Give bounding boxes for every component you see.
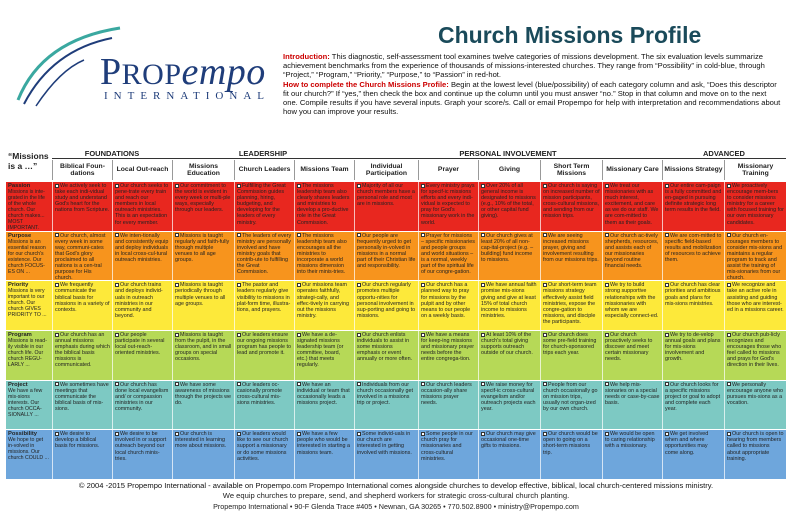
checkbox[interactable] xyxy=(237,333,241,337)
descriptor-cell xyxy=(724,381,786,430)
descriptor-text: At least 10% of the church's total giving supports outreach outside of our church. xyxy=(481,331,533,357)
descriptor-text: We treat our missionaries with as much interest, excitement, and care as we do our staff. We are com-mitted to them as their goals. xyxy=(605,183,659,226)
checkbox[interactable] xyxy=(543,382,547,386)
level-name: Purpose xyxy=(8,232,32,239)
checkbox[interactable] xyxy=(727,432,731,436)
checkbox[interactable] xyxy=(237,382,241,386)
descriptor-text: Our church trains and deploys individ-uals in outreach ministries in our community and beyond. xyxy=(115,282,163,319)
checkbox[interactable] xyxy=(357,184,361,188)
level-label xyxy=(6,281,52,330)
checkbox[interactable] xyxy=(175,184,179,188)
checkbox[interactable] xyxy=(357,333,361,337)
descriptor-cell xyxy=(418,331,478,380)
descriptor-cell xyxy=(662,281,724,330)
descriptor-cell xyxy=(172,381,234,430)
group-header: FOUNDATIONS xyxy=(52,149,172,159)
descriptor-text: Our leaders ensure our ongoing missions program has people to lead and promote it. xyxy=(237,331,291,357)
descriptor-cell xyxy=(478,430,540,479)
descriptor-cell xyxy=(294,430,354,479)
descriptor-cell xyxy=(172,182,234,231)
descriptor-cell xyxy=(112,232,172,281)
level-name: Passion xyxy=(8,183,31,189)
checkbox[interactable] xyxy=(421,233,425,237)
descriptor-cell xyxy=(234,232,294,281)
footer-contact: Propempo International • 90-F Glenda Trace #405 • Newnan, GA 30265 • 770.502.8900 • ministry@Propempo.com xyxy=(213,502,579,511)
level-row-project xyxy=(6,380,786,430)
intro-paragraph xyxy=(283,52,783,116)
checkbox[interactable] xyxy=(297,283,301,287)
checkbox[interactable] xyxy=(115,432,119,436)
checkbox[interactable] xyxy=(481,184,485,188)
descriptor-text: Our church is interested in learning more about missions. xyxy=(175,431,227,450)
descriptor-text: Over 20% of all general income is designated to missions (e.g., 10% of the total, or other capital fund giving). xyxy=(481,183,536,220)
checkbox[interactable] xyxy=(665,432,669,436)
checkbox[interactable] xyxy=(665,382,669,386)
category-groups xyxy=(52,149,786,159)
descriptor-text: The leaders of every ministry are personally involved and have ministry goals that contrib-ute to fulfilling the Great Commission. xyxy=(237,232,292,276)
checkbox[interactable] xyxy=(543,233,547,237)
descriptor-text: We have a means for keep-ing missions and missionary prayer needs before the entire congrega-tion. xyxy=(421,331,475,363)
descriptor-cell xyxy=(294,182,354,231)
checkbox[interactable] xyxy=(421,283,425,287)
descriptor-cell xyxy=(662,430,724,479)
checkbox[interactable] xyxy=(481,382,485,386)
descriptor-text: Our church proactively seeks to discover and meet certain missionary needs. xyxy=(605,331,653,363)
propempo-logo xyxy=(12,20,282,106)
checkbox[interactable] xyxy=(605,432,609,436)
level-description: Missions is an essential reason for our church's existence. Our church FOCUS-ES ON ... xyxy=(8,238,46,275)
checkbox[interactable] xyxy=(357,233,361,237)
checkbox[interactable] xyxy=(115,184,119,188)
checkbox[interactable] xyxy=(55,184,59,188)
column-header: Biblical Foun-dations xyxy=(52,160,112,180)
column-header: Missionary Care xyxy=(602,160,662,180)
descriptor-cell xyxy=(234,381,294,430)
descriptor-text: Our church gives at least 20% of all non-cap-ital-project (e.g. – building) fund income to missions. xyxy=(481,232,534,264)
checkbox[interactable] xyxy=(665,283,669,287)
level-row-priority xyxy=(6,280,786,330)
descriptor-text: Our church looks for a specific missions project or goal to adopt and complete each year. xyxy=(665,381,721,412)
descriptor-cell xyxy=(354,281,418,330)
descriptor-text: Our church regularly promotes multiple opportu-nities for personal involvement in sup-porting and going to missions. xyxy=(357,282,416,319)
checkbox[interactable] xyxy=(297,382,301,386)
checkbox[interactable] xyxy=(237,184,241,188)
level-label xyxy=(6,331,52,380)
descriptor-text: We have some awareness of missions through the projects we do. xyxy=(175,381,232,406)
descriptor-cell xyxy=(52,232,112,281)
descriptor-cell xyxy=(52,331,112,380)
intro-text: This diagnostic, self-assessment tool examines twelve categories of missions development. The six evaluation levels summarize achievement benchmarks from the experience of thousands of missions-interested churches. They range from “Possibility” in cold-blue, through “Project,” “Program,” “Priority,” “Purpose,” to “Passion” in red-hot. xyxy=(283,52,765,80)
checkbox[interactable] xyxy=(115,333,119,337)
descriptor-text: We have a de-signated missions leadership team (or committee, board, etc.) that meets regularly. xyxy=(297,331,344,369)
checkbox[interactable] xyxy=(605,283,609,287)
descriptor-cell xyxy=(478,232,540,281)
descriptor-cell xyxy=(602,182,662,231)
descriptor-cell xyxy=(52,281,112,330)
descriptor-text: We have a few people who would be interested in starting a missions team. xyxy=(297,431,351,456)
descriptor-text: Missions is taught regularly and faith-fully through multiple venues to all age groups. xyxy=(175,232,230,264)
checkbox[interactable] xyxy=(543,333,547,337)
level-name: Priority xyxy=(8,282,29,289)
checkbox[interactable] xyxy=(175,233,179,237)
descriptor-text: We would be open to caring relationship with a missionary. xyxy=(605,431,655,450)
level-row-possibility xyxy=(6,429,786,479)
descriptor-cell xyxy=(478,182,540,231)
descriptor-text: The pastor and leaders regularly give visibility to missions in plat-form time, illustra-tions, and prayers. xyxy=(237,282,291,313)
descriptor-cell xyxy=(172,430,234,479)
descriptor-text: We personally encourage anyone who pursues mis-sions as a vocation. xyxy=(727,381,784,406)
descriptor-cell xyxy=(602,281,662,330)
level-name: Project xyxy=(8,381,28,388)
page-title: Church Missions Profile xyxy=(438,22,702,48)
checkbox[interactable] xyxy=(605,382,609,386)
descriptor-cell xyxy=(354,381,418,430)
descriptor-cell xyxy=(418,232,478,281)
descriptor-cell xyxy=(602,430,662,479)
checkbox[interactable] xyxy=(357,382,361,386)
checkbox[interactable] xyxy=(727,283,731,287)
level-description: Missions is very important to our church. Our church GIVES PRIORITY TO ... xyxy=(8,288,47,319)
descriptor-cell xyxy=(540,232,602,281)
level-rows xyxy=(6,181,786,479)
descriptor-cell xyxy=(52,381,112,430)
column-header: Short Term Missions xyxy=(540,160,602,180)
descriptor-cell xyxy=(662,232,724,281)
checkbox[interactable] xyxy=(297,432,301,436)
descriptor-cell xyxy=(172,232,234,281)
howto-label: How to complete the Church Missions Profile: xyxy=(283,79,449,89)
checkbox[interactable] xyxy=(357,432,361,436)
checkbox[interactable] xyxy=(115,233,119,237)
level-description: We have a few mis-sions interests. Our church OCCA-SIONALLY ... xyxy=(8,387,43,418)
descriptor-text: Our church has clear priorities and ambitious goals and plans for mis-sions ministries. xyxy=(665,282,721,307)
checkbox[interactable] xyxy=(421,382,425,386)
descriptor-cell xyxy=(112,281,172,330)
level-label xyxy=(6,430,52,479)
descriptor-cell xyxy=(294,281,354,330)
logo-wordmark: PROPempo xyxy=(100,51,266,93)
descriptor-text: Our church does some pre-field training for church-sponsored trips each year. xyxy=(543,331,597,357)
column-headers xyxy=(52,160,786,180)
descriptor-cell xyxy=(52,430,112,479)
descriptor-cell xyxy=(234,281,294,330)
descriptor-cell xyxy=(112,381,172,430)
checkbox[interactable] xyxy=(727,184,731,188)
descriptor-text: We try to de-velop annual goals and plans for mis-sions involvement and growth. xyxy=(665,331,721,363)
checkbox[interactable] xyxy=(481,233,485,237)
descriptor-cell xyxy=(234,430,294,479)
descriptor-cell xyxy=(234,331,294,380)
descriptor-text: We proactively encourage mem-bers to consider missions ministry for a career with focused training for our own missionary candidates. xyxy=(727,183,784,226)
descriptor-cell xyxy=(354,430,418,479)
checkbox[interactable] xyxy=(665,233,669,237)
descriptor-text: Our church ac-tively shepherds, resources, and assists each of our missionaries beyond routine financial needs. xyxy=(605,232,659,270)
level-label xyxy=(6,232,52,281)
descriptor-cell xyxy=(540,381,602,430)
descriptor-text: Individuals from our church occasionally get involved in a missions trip or project. xyxy=(357,381,414,406)
checkbox[interactable] xyxy=(543,283,547,287)
column-header: Church Leaders xyxy=(234,160,294,180)
descriptor-text: Our church is saying on increased number of mission participants, cross-cultural missions, and sending from our mission trips. xyxy=(543,183,600,220)
descriptor-cell xyxy=(354,182,418,231)
level-row-program xyxy=(6,330,786,380)
descriptor-cell xyxy=(724,281,786,330)
descriptor-text: We frequently communicate the biblical basis for missions in a variety of contexts. xyxy=(55,282,110,313)
descriptor-cell xyxy=(540,430,602,479)
descriptor-cell xyxy=(662,182,724,231)
descriptor-cell xyxy=(602,381,662,430)
descriptor-cell xyxy=(724,232,786,281)
descriptor-text: Some individ-uals in our church are interested in getting involved with missions. xyxy=(357,431,412,456)
checkbox[interactable] xyxy=(55,233,59,237)
checkbox[interactable] xyxy=(115,382,119,386)
level-description: We hope to get in-volved in missions. Our church COULD ... xyxy=(8,437,49,462)
column-header: Giving xyxy=(478,160,540,180)
checkbox[interactable] xyxy=(115,283,119,287)
descriptor-cell xyxy=(478,281,540,330)
descriptor-cell xyxy=(540,182,602,231)
checkbox[interactable] xyxy=(175,283,179,287)
group-header: LEADERSHIP xyxy=(172,149,354,159)
descriptor-cell xyxy=(724,331,786,380)
descriptor-text: Our church is open to hearing from members called to missions about appropriate training. xyxy=(727,431,784,462)
logo-subtitle: INTERNATIONAL xyxy=(104,90,270,102)
footer-mission: We equip churches to prepare, send, and shepherd workers for strategic cross-cultural church planting. xyxy=(222,491,570,500)
checkbox[interactable] xyxy=(727,382,731,386)
descriptor-cell xyxy=(112,182,172,231)
descriptor-text: Our leaders would like to see our church support a missionary or do some missions activities. xyxy=(237,431,289,462)
descriptor-text: Our people participate in several local out-reach-oriented ministries. xyxy=(115,331,165,357)
descriptor-text: We have annual faith promise mis-sions giving and give at least 15% of total church income to missions ministries. xyxy=(481,282,537,319)
checkbox[interactable] xyxy=(55,382,59,386)
profile-grid xyxy=(6,149,786,479)
checkbox[interactable] xyxy=(357,283,361,287)
descriptor-text: We help mis-sionaries on a special needs or case-by-case basis. xyxy=(605,381,660,406)
descriptor-text: Our church has done local evangelism and/ or compassion ministries in our community. xyxy=(115,381,169,412)
descriptor-cell xyxy=(418,182,478,231)
descriptor-text: We desire to develop a biblical basis for missions. xyxy=(55,431,100,450)
descriptor-cell xyxy=(602,331,662,380)
checkbox[interactable] xyxy=(481,283,485,287)
descriptor-text: Missions is taught periodically through multiple venues to all age groups. xyxy=(175,282,226,307)
grid-corner-label: “Missions is a …” xyxy=(8,151,49,171)
descriptor-cell xyxy=(478,381,540,430)
descriptor-text: Our leaders oc-casionally promote cross-cultural mis-sions ministries. xyxy=(237,381,282,406)
column-header: Prayer xyxy=(418,160,478,180)
level-label xyxy=(6,182,52,231)
descriptor-cell xyxy=(112,430,172,479)
group-header: PERSONAL INVOLVEMENT xyxy=(354,149,662,159)
descriptor-text: Our church may give occasional one-time gifts to missions. xyxy=(481,431,536,450)
descriptor-text: Our church, almost every week in some way, communi-cates that God's glory proclaimed to all nations is a cen-tral purpose for His church. xyxy=(55,232,106,281)
descriptor-text: Our church would be open to going on a short-term missions trip. xyxy=(543,431,598,456)
descriptor-cell xyxy=(540,281,602,330)
descriptor-text: The missions leadership team also encourages all the ministries to incorporate a world missions dimension into their minis-tries. xyxy=(297,232,347,276)
descriptor-text: Our church leaders occasion-ally share missions prayer needs. xyxy=(421,381,472,406)
descriptor-text: Our church seeks to pene-trate every train and reach our members in local outreach ministries. This is an expectation for every member. xyxy=(115,183,169,226)
howto-text: Begin at the lowest level (blue/possibility) of each category column and ask, “Does this descriptor fit our church?” If “yes,” then check the box and continue up the column until you must answer “no.” Stop in that column and move on to the next one. Compile results if you have several inputs. Graph your score/s. Call or email Propempo for help with interpretation and recommendations about how you can improve your results. xyxy=(283,79,781,117)
checkbox[interactable] xyxy=(55,283,59,287)
column-header: Individual Participation xyxy=(354,160,418,180)
descriptor-cell xyxy=(112,331,172,380)
checkbox[interactable] xyxy=(727,333,731,337)
checkbox[interactable] xyxy=(175,333,179,337)
checkbox[interactable] xyxy=(237,432,241,436)
descriptor-cell xyxy=(662,381,724,430)
checkbox[interactable] xyxy=(727,233,731,237)
descriptor-text: Our commitment to the world is evident in every week or multi-ple ways, especially through our leaders. xyxy=(175,183,231,214)
descriptor-cell xyxy=(294,232,354,281)
checkbox[interactable] xyxy=(481,333,485,337)
descriptor-text: We get involved when and where opportunities may come along. xyxy=(665,431,709,456)
column-header: Local Out-reach xyxy=(112,160,172,180)
checkbox[interactable] xyxy=(481,432,485,436)
column-header: Missions Team xyxy=(294,160,354,180)
descriptor-cell xyxy=(662,331,724,380)
level-row-passion xyxy=(6,181,786,231)
group-header: ADVANCED xyxy=(662,149,786,159)
descriptor-text: People from our church occasionally go on mission trips, usually not organ-ized by our own church. xyxy=(543,381,598,412)
level-row-purpose xyxy=(6,231,786,281)
descriptor-cell xyxy=(418,430,478,479)
descriptor-cell xyxy=(354,331,418,380)
descriptor-cell xyxy=(478,331,540,380)
checkbox[interactable] xyxy=(297,233,301,237)
column-header: Missionary Training xyxy=(724,160,786,180)
descriptor-text: Our church pub-licly recognizes and encourages those who feel called to missions and prays for God's direction in their lives. xyxy=(727,331,782,369)
descriptor-text: Our church has an annual missions emphasis during which the biblical basis missions is communicated. xyxy=(55,331,110,369)
descriptor-text: Every ministry prays for specif-ic missions efforts and every indi-vidual is expected to pray for God's missionary work in the world. xyxy=(421,183,475,226)
descriptor-text: Majority of all our church members have a personal role and most are in missions. xyxy=(357,183,415,208)
descriptor-cell xyxy=(418,281,478,330)
descriptor-cell xyxy=(172,281,234,330)
level-name: Possibility xyxy=(8,431,37,438)
level-description: Missions is inte-grated in the life of the whole church. Our church makes... MOST IMPORTANT. xyxy=(8,189,45,231)
column-header: Missions Strategy xyxy=(662,160,724,180)
descriptor-cell xyxy=(172,331,234,380)
descriptor-text: We actively seek to take each indi-vidual study and understand God's heart for the nations from Scripture. xyxy=(55,183,110,214)
checkbox[interactable] xyxy=(421,432,425,436)
descriptor-cell xyxy=(52,182,112,231)
descriptor-cell xyxy=(724,430,786,479)
descriptor-cell xyxy=(294,381,354,430)
descriptor-text: Our missions team operates faithfully, strategi-cally, and effec-tively in carrying out the missions ministry. xyxy=(297,282,350,319)
descriptor-text: Some people in our church pray for missionaries and cross-cultural ministries. xyxy=(421,431,473,462)
checkbox[interactable] xyxy=(175,432,179,436)
descriptor-text: The missions leadership team also clearly shares leaders and ministries to develop a pro-ductive role in the Great Commission. xyxy=(297,183,350,226)
checkbox[interactable] xyxy=(665,333,669,337)
checkbox[interactable] xyxy=(237,283,241,287)
checkbox[interactable] xyxy=(175,382,179,386)
intro-label: Introduction: xyxy=(283,52,330,61)
level-label xyxy=(6,381,52,430)
checkbox[interactable] xyxy=(297,184,301,188)
descriptor-cell xyxy=(294,331,354,380)
checkbox[interactable] xyxy=(543,184,547,188)
descriptor-text: Our entire cam-paign is a fully committed and en-gaged in pursuing definite strategic long term results in the field. xyxy=(665,183,722,214)
level-description: Missions is read-ily visible in our church life. Our church REGU-LARLY ... xyxy=(8,337,47,368)
checkbox[interactable] xyxy=(543,432,547,436)
descriptor-text: Our church enlists individuals to assist in some missions emphasis or event annually or more often. xyxy=(357,331,413,363)
descriptor-text: Missions is taught from the pulpit, in the classroom, and in small groups on special occasions. xyxy=(175,331,232,363)
checkbox[interactable] xyxy=(297,333,301,337)
checkbox[interactable] xyxy=(421,184,425,188)
descriptor-text: We try to build strong supportive relationships with the missionaries with whom we are especially connect-ed. xyxy=(605,282,659,319)
descriptor-text: Our church en-courages members to consider mis-sions and maintains a regular program to track and assist the training of mis-sionaries from our church. xyxy=(727,232,783,281)
descriptor-text: Fulfilling the Great Commission guides planning, hiring, budgeting, and developing for the leaders of every ministry. xyxy=(237,183,286,226)
checkbox[interactable] xyxy=(605,333,609,337)
descriptor-text: We are com-mitted to specific field-based results and mobilization of resources to achieve them. xyxy=(665,232,722,264)
descriptor-cell xyxy=(540,331,602,380)
checkbox[interactable] xyxy=(237,233,241,237)
descriptor-cell xyxy=(234,182,294,231)
descriptor-text: We have an individual or team that occasionally leads a missions project. xyxy=(297,381,350,406)
descriptor-text: We desire to be involved in or support outreach beyond our local church minis-tries. xyxy=(115,431,167,462)
descriptor-text: We inten-tionally and consistently equip and deploy individuals in local cross-cul-tural outreach ministries. xyxy=(115,232,169,264)
checkbox[interactable] xyxy=(421,333,425,337)
footer-copyright: © 2004 -2015 Propempo International - available on Propempo.com Propempo International comes alongside churches to develop effective, biblical, local church-centered missions ministry. xyxy=(78,481,714,490)
descriptor-text: Our church has a planned way to pray for missions by the pulpit and by other means to our people on a weekly basis. xyxy=(421,282,471,319)
descriptor-cell xyxy=(354,232,418,281)
checkbox[interactable] xyxy=(605,184,609,188)
descriptor-text: Prayer for missions – specific missionaries and people groups and world situations – is a normal, weekly part of the spiritual life of our congre-gation. xyxy=(421,232,475,276)
descriptor-text: We are seeing increased missions prayer, giving and involvement resulting from our missions trips. xyxy=(543,232,599,264)
checkbox[interactable] xyxy=(605,233,609,237)
descriptor-text: We sometimes have meetings that communicate the biblical basis of mis-sions. xyxy=(55,381,109,412)
checkbox[interactable] xyxy=(55,432,59,436)
descriptor-cell xyxy=(724,182,786,231)
descriptor-text: We raise money for specif-ic cross-cultural evangelism and/or outreach projects each year. xyxy=(481,381,536,412)
descriptor-cell xyxy=(418,381,478,430)
column-header: Missions Education xyxy=(172,160,234,180)
descriptor-text: Our people are frequently urged to get personally in-volved in missions in a normal part of their Christian life and responsibility. xyxy=(357,232,416,270)
descriptor-text: Our short-term team missions strategy effectively assist field ministries, expose the congre-gation to missions, and disciple the participants. xyxy=(543,282,597,325)
checkbox[interactable] xyxy=(55,333,59,337)
level-name: Program xyxy=(8,331,32,338)
descriptor-text: We recognize and take an active role in assisting and guiding those who are interest-ed in a missions career. xyxy=(727,282,784,313)
descriptor-cell xyxy=(602,232,662,281)
checkbox[interactable] xyxy=(665,184,669,188)
